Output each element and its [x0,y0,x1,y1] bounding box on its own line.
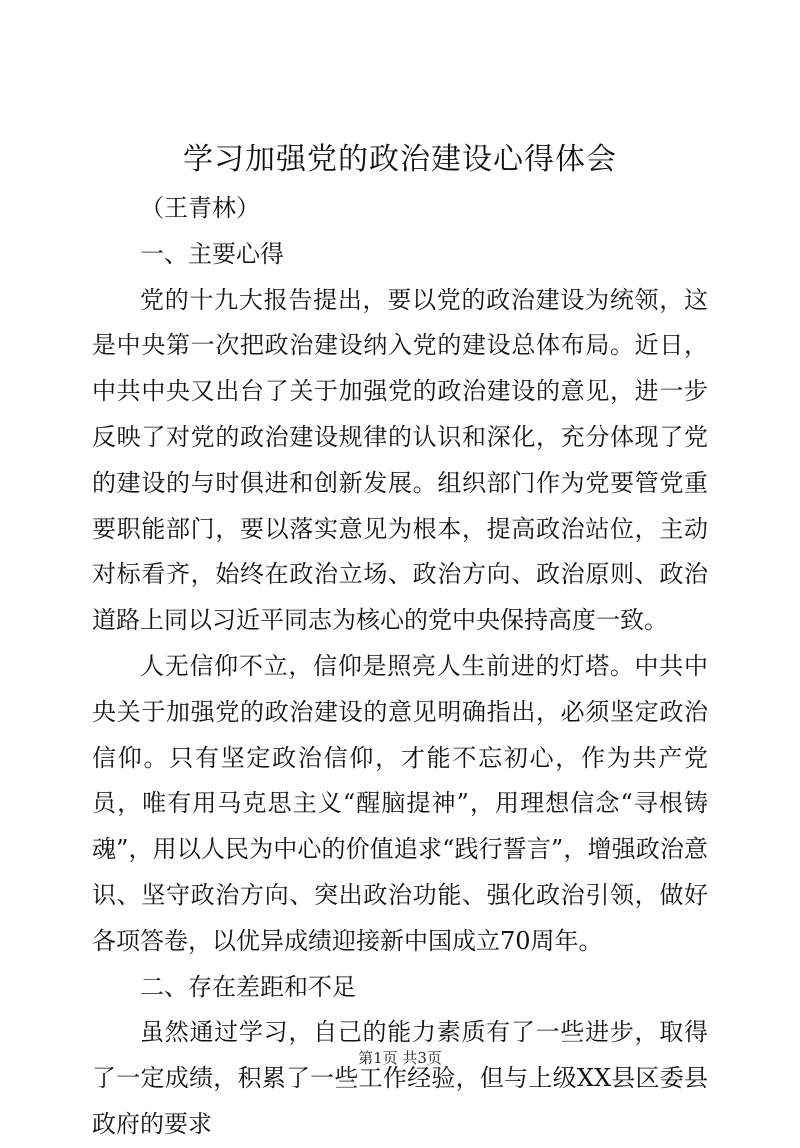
body-paragraph: 党的十九大报告提出，要以党的政治建设为统领，这是中央第一次把政治建设纳入党的建设总体布局。近日，中共中央又出台了关于加强党的政治建设的意见，进一步反映了对党的政治建设规律的认识和深化，充分体现了党的建设的与时俱进和创新发展。组织部门作为党要管党重要职能部门，要以落实意见为根本，提高政治站位，主动对标看齐，始终在政治立场、政治方向、政治原则、政治道路上同以习近平同志为核心的党中央保持高度一致。 [92,285,708,635]
body-paragraph: 虽然通过学习，自己的能力素质有了一些进步，取得了一定成绩，积累了一些工作经验，但与上级XX县区委县政府的要求 [92,1018,708,1138]
document-title: 学习加强党的政治建设心得体会 [183,142,617,177]
author-line: （王青林） [140,194,260,222]
body-paragraph: 人无信仰不立，信仰是照亮人生前进的灯塔。中共中央关于加强党的政治建设的意见明确指出，必须坚定政治信仰。只有坚定政治信仰，才能不忘初心，作为共产党员，唯有用马克思主义“醒脑提神”，用理想信念“寻根铸魂”，用以人民为中心的价值追求“践行誓言”，增强政治意识、坚守政治方向、突出政治功能、强化政治引领，做好各项答卷，以优异成绩迎接新中国成立70周年。 [92,651,708,955]
section-heading-gaps: 二、存在差距和不足 [140,972,356,1001]
section-heading-main-insights: 一、主要心得 [140,239,284,268]
document-body [92,186,708,1148]
page-footer: 第1页 共3页 [358,1049,442,1067]
